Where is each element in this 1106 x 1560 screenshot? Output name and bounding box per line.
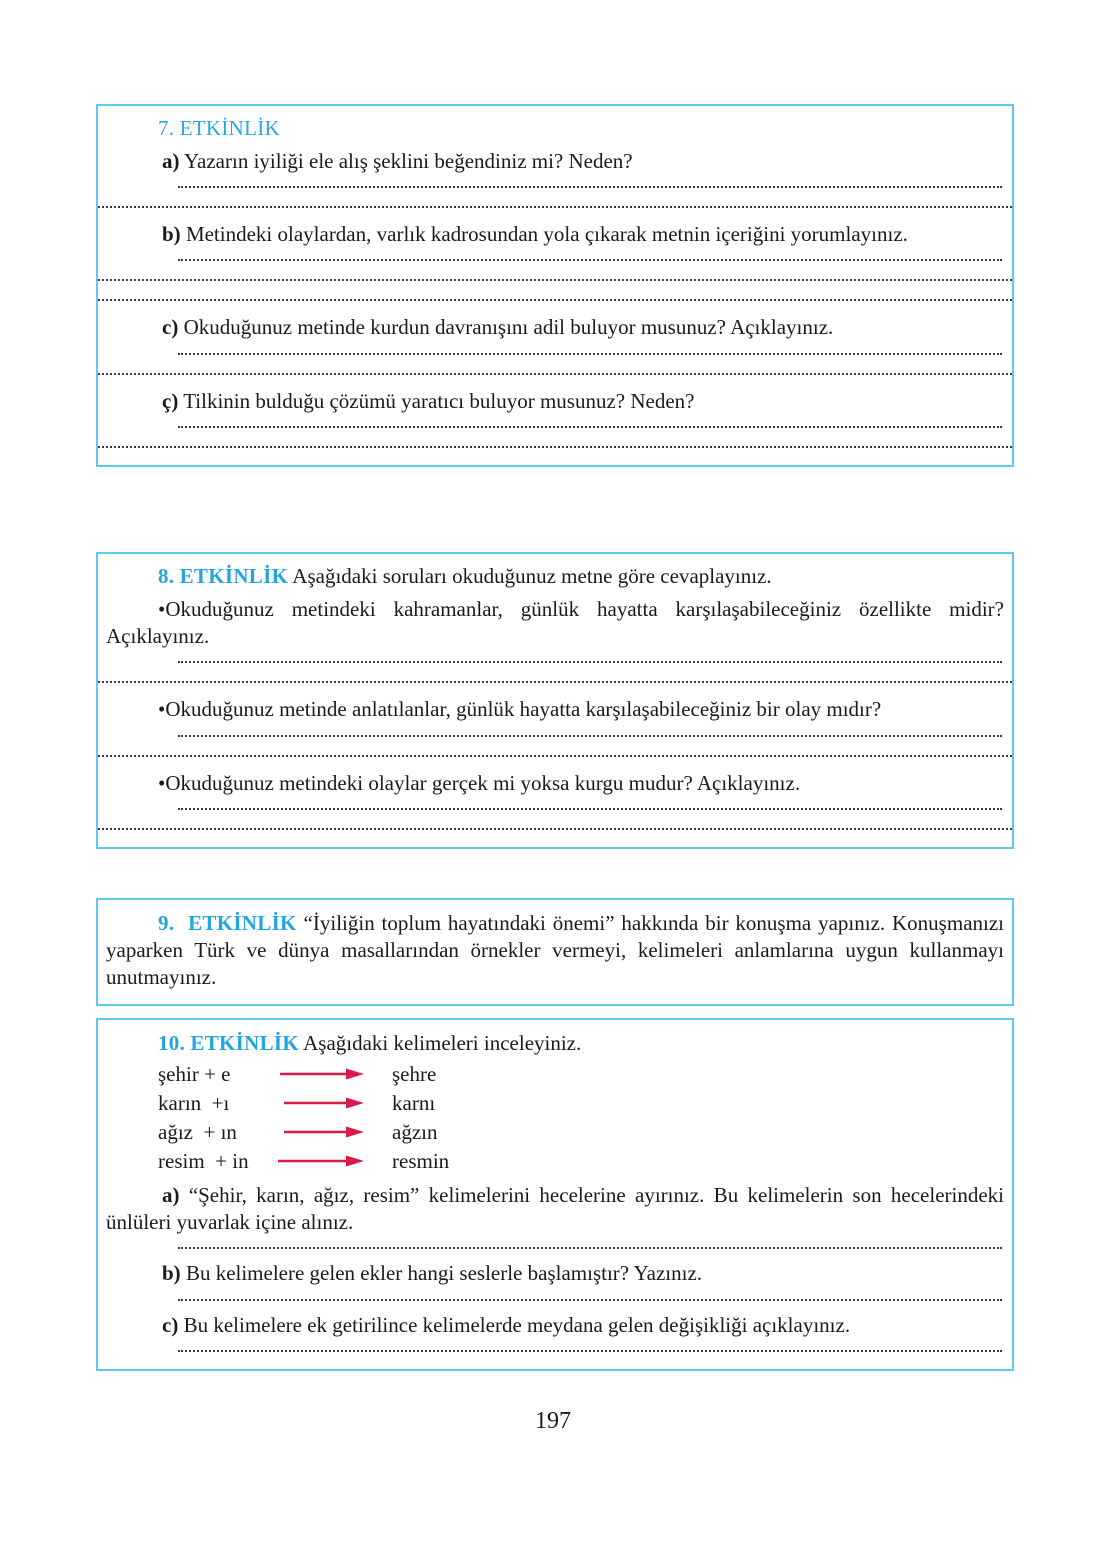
- answer-line[interactable]: [106, 1339, 1004, 1359]
- answer-line[interactable]: [106, 362, 1004, 382]
- question-label-a: a): [162, 148, 180, 173]
- activity-8-intro: Aşağıdaki soruları okuduğunuz metne göre cevaplayınız.: [288, 564, 772, 588]
- activity-box-10: [96, 1018, 1014, 1371]
- question-10c: [106, 1312, 1004, 1339]
- question-10a: [106, 1182, 1004, 1237]
- page-number: 197: [535, 1408, 571, 1434]
- question-text-10b: Bu kelimelere gelen ekler hangi seslerle başlamıştır? Yazınız.: [180, 1261, 703, 1286]
- bullet-icon: •: [158, 596, 166, 621]
- activity-8-keyword: ETKİNLİK: [179, 564, 289, 588]
- answer-line[interactable]: [106, 435, 1004, 455]
- arrow-right-icon: [278, 1096, 370, 1110]
- word-input-4: resim + in: [158, 1148, 249, 1173]
- question-text-7a: Yazarın iyiliği ele alış şeklini beğendiniz mi? Neden?: [179, 148, 633, 173]
- question-label-c: c): [162, 315, 179, 340]
- question-text-7c: Okuduğunuz metinde kurdun davranışını adil buluyor musunuz? Açıklayınız.: [178, 315, 834, 340]
- answer-line[interactable]: [106, 797, 1004, 817]
- question-text-8b: Okuduğunuz metinde anlatılanlar, günlük hayatta karşılaşabileceğiniz bir olay mıdır?: [165, 697, 882, 722]
- word-output-3: ağzın: [392, 1119, 438, 1144]
- question-label-a: a): [162, 1182, 180, 1207]
- question-7b: [106, 221, 1004, 248]
- activity-box-7: [96, 104, 1014, 467]
- question-7d: [106, 388, 1004, 415]
- word-row: [106, 1118, 1004, 1147]
- word-transformation-list: [106, 1060, 1004, 1176]
- arrow-right-icon: [278, 1154, 370, 1168]
- activity-box-8: [96, 552, 1014, 849]
- activity-10-intro: Aşağıdaki kelimeleri inceleyiniz.: [299, 1031, 582, 1055]
- question-10b: [106, 1260, 1004, 1287]
- activity-7-number: 7.: [158, 116, 175, 140]
- question-label-b: b): [162, 1261, 181, 1286]
- activity-10-keyword: ETKİNLİK: [190, 1031, 300, 1055]
- word-input-3: ağız + ın: [158, 1119, 237, 1144]
- arrow-right-icon: [278, 1067, 370, 1081]
- activity-8-number: 8.: [158, 564, 175, 588]
- word-row: [106, 1089, 1004, 1118]
- activity-box-9: [96, 898, 1014, 1006]
- word-row: [106, 1147, 1004, 1176]
- bullet-icon: •: [158, 697, 166, 722]
- question-label-b: b): [162, 222, 181, 247]
- arrow-right-icon: [278, 1125, 370, 1139]
- activity-9-heading: [106, 910, 1004, 991]
- question-8a: [106, 596, 1004, 651]
- answer-line[interactable]: [106, 268, 1004, 288]
- question-text-8a: Okuduğunuz metindeki kahramanlar, günlük hayatta karşılaşabileceğiniz özellikte midir? Açıklayınız.: [106, 596, 1004, 649]
- bullet-icon: •: [158, 770, 166, 795]
- word-output-1: şehre: [392, 1061, 437, 1086]
- activity-8-heading: [106, 563, 1004, 590]
- word-row: [106, 1060, 1004, 1089]
- word-output-2: karnı: [392, 1090, 436, 1115]
- question-text-8c: Okuduğunuz metindeki olaylar gerçek mi yoksa kurgu mudur? Açıklayınız.: [165, 770, 801, 795]
- question-7a: [106, 148, 1004, 175]
- activity-10-heading: [106, 1030, 1004, 1057]
- question-label-c: c): [162, 1312, 179, 1337]
- question-7c: [106, 314, 1004, 341]
- word-input-2: karın +ı: [158, 1090, 230, 1115]
- activity-9-keyword: ETKİNLİK: [188, 911, 297, 935]
- answer-line[interactable]: [106, 415, 1004, 435]
- question-label-c-cedilla: ç): [162, 388, 179, 413]
- activity-9-number: 9.: [158, 911, 175, 935]
- activity-7-heading: [106, 115, 1004, 142]
- question-text-10c: Bu kelimelere ek getirilince kelimelerde meydana gelen değişikliği açıklayınız.: [178, 1312, 851, 1337]
- activity-7-keyword: ETKİNLİK: [179, 116, 280, 140]
- word-input-1: şehir + e: [158, 1061, 231, 1086]
- answer-line[interactable]: [106, 1288, 1004, 1308]
- question-text-7d: Tilkinin bulduğu çözümü yaratıcı buluyor musunuz? Neden?: [178, 388, 695, 413]
- question-8c: [106, 770, 1004, 797]
- answer-line[interactable]: [106, 650, 1004, 670]
- question-8b: [106, 696, 1004, 723]
- answer-line[interactable]: [106, 817, 1004, 837]
- question-text-10a: “Şehir, karın, ağız, resim” kelimelerini hecelerine ayırınız. Bu kelimelerin son hecelerindeki ünlüleri yuvarlak içine alınız.: [106, 1182, 1004, 1235]
- answer-line[interactable]: [106, 1236, 1004, 1256]
- activity-9-body: “İyiliğin toplum hayatındaki önemi” hakkında bir konuşma yapınız. Konuşmanızı yaparken Türk ve dünya masallarından örnekler vermeyi, kelimeleri anlamlarına uygun kullanmayı unutmayınız.: [106, 911, 1005, 989]
- answer-line[interactable]: [106, 248, 1004, 268]
- activity-10-number: 10.: [158, 1031, 186, 1055]
- answer-line[interactable]: [106, 342, 1004, 362]
- answer-line[interactable]: [106, 288, 1004, 308]
- answer-line[interactable]: [106, 670, 1004, 690]
- answer-line[interactable]: [106, 744, 1004, 764]
- answer-line[interactable]: [106, 175, 1004, 195]
- word-output-4: resmin: [392, 1148, 450, 1173]
- question-text-7b: Metindeki olaylardan, varlık kadrosundan yola çıkarak metnin içeriğini yorumlayınız.: [180, 222, 908, 247]
- answer-line[interactable]: [106, 195, 1004, 215]
- answer-line[interactable]: [106, 724, 1004, 744]
